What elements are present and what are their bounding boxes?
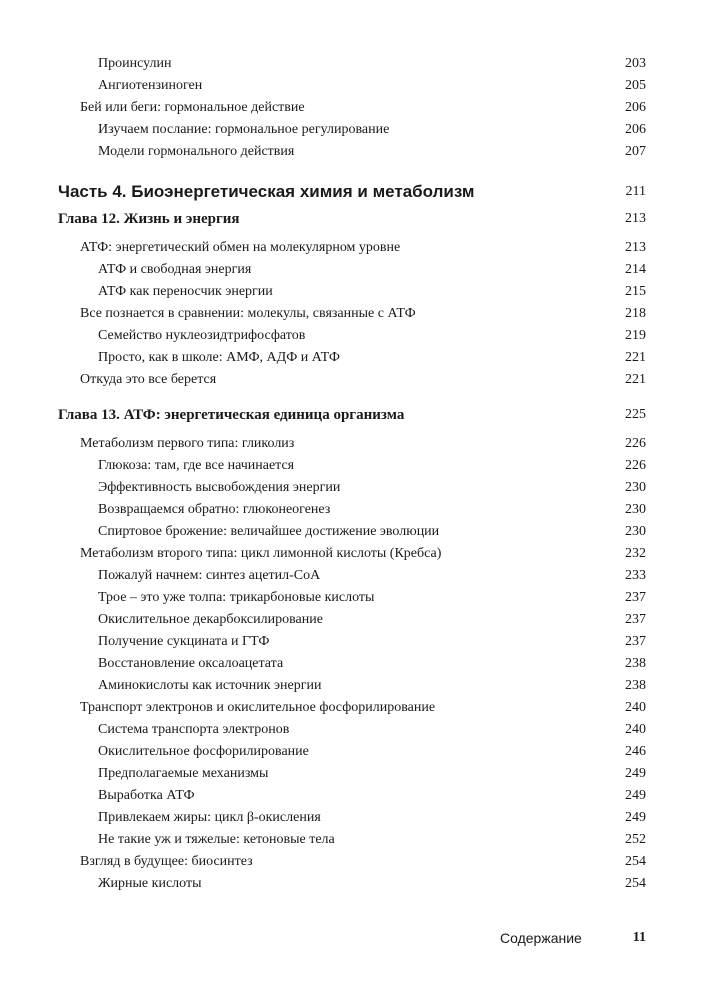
toc-entry-title: Выработка АТФ [98, 788, 195, 803]
toc-entry [0, 434, 704, 454]
toc-entry-page: 219 [625, 328, 646, 343]
toc-entry [0, 98, 704, 118]
toc-entry-title: Возвращаемся обратно: глюконеогенез [98, 502, 331, 517]
toc-entry [0, 260, 704, 280]
toc-entry-title: Аминокислоты как источник энергии [98, 678, 322, 693]
page-number: 11 [632, 930, 646, 945]
toc-entry-title: Восстановление оксалоацетата [98, 656, 284, 671]
toc-entry-page: 230 [625, 480, 646, 495]
toc-entry [0, 632, 704, 652]
toc-entry-title: Бей или беги: гормональное действие [80, 100, 305, 115]
toc-entry [0, 698, 704, 718]
toc-entry-title: Метаболизм второго типа: цикл лимонной кислоты (Кребса) [80, 546, 442, 561]
part-page: 211 [625, 184, 646, 199]
toc-entry [0, 720, 704, 740]
toc-entry-title: Получение сукцината и ГТФ [98, 634, 270, 649]
toc-entry-page: 214 [625, 262, 646, 277]
toc-entry-title: Предполагаемые механизмы [98, 766, 269, 781]
running-footer-title: Содержание [500, 930, 582, 946]
toc-entry [0, 522, 704, 542]
toc-entry-page: 249 [625, 788, 646, 803]
toc-entry-title: Семейство нуклеозидтрифосфатов [98, 328, 306, 343]
toc-entry-title: Жирные кислоты [98, 876, 202, 891]
toc-entry-page: 240 [625, 700, 646, 715]
toc-entry-page: 230 [625, 524, 646, 539]
toc-entry-page: 215 [625, 284, 646, 299]
toc-entry-page: 237 [625, 612, 646, 627]
toc-entry-title: Окислительное декарбоксилирование [98, 612, 323, 627]
toc-entry-page: 206 [625, 100, 646, 115]
toc-entry-title: Проинсулин [98, 56, 172, 71]
toc-entry [0, 76, 704, 96]
toc-entry-title: Не такие уж и тяжелые: кетоновые тела [98, 832, 335, 847]
toc-entry-title: Пожалуй начнем: синтез ацетил-СоА [98, 568, 321, 583]
toc-entry [0, 764, 704, 784]
toc-entry [0, 500, 704, 520]
toc-entry [0, 142, 704, 162]
toc-entry [0, 654, 704, 674]
toc-entry-title: Глюкоза: там, где все начинается [98, 458, 295, 473]
toc-entry-title: АТФ: энергетический обмен на молекулярном уровне [80, 240, 401, 255]
toc-entry [0, 326, 704, 346]
part-title: Часть 4. Биоэнергетическая химия и метаболизм [58, 182, 475, 201]
toc-entry-title: Ангиотензиноген [98, 78, 203, 93]
toc-entry-title: Метаболизм первого типа: гликолиз [80, 436, 295, 451]
toc-entry-title: Эффективность высвобождения энергии [98, 480, 341, 495]
toc-entry-page: 203 [625, 56, 646, 71]
toc-entry [0, 808, 704, 828]
toc-entry-page: 249 [625, 766, 646, 781]
toc-part-heading [0, 182, 704, 202]
toc-entry-page: 254 [625, 854, 646, 869]
toc-entry [0, 282, 704, 302]
toc-entry-title: Изучаем послание: гормональное регулирование [98, 122, 390, 137]
toc-entry-title: Взгляд в будущее: биосинтез [80, 854, 253, 869]
toc-entry-page: 252 [625, 832, 646, 847]
chapter-title: Глава 13. АТФ: энергетическая единица организма [58, 407, 405, 423]
toc-entry-page: 232 [625, 546, 646, 561]
toc-entry-title: Трое – это уже толпа: трикарбоновые кислоты [98, 590, 375, 605]
toc-chapter-heading [0, 209, 704, 229]
toc-entry [0, 852, 704, 872]
toc-entry-page: 246 [625, 744, 646, 759]
chapter-title: Глава 12. Жизнь и энергия [58, 211, 240, 227]
toc-entry [0, 566, 704, 586]
toc-entry-title: Все познается в сравнении: молекулы, связанные с АТФ [80, 306, 416, 321]
toc-entry [0, 610, 704, 630]
toc-entry-page: 226 [625, 458, 646, 473]
toc-entry [0, 54, 704, 74]
toc-entry-page: 221 [625, 350, 646, 365]
toc-entry-page: 221 [625, 372, 646, 387]
toc-entry [0, 370, 704, 390]
toc-entry-page: 226 [625, 436, 646, 451]
toc-entry-title: Окислительное фосфорилирование [98, 744, 309, 759]
toc-entry-title: АТФ как переносчик энергии [98, 284, 273, 299]
toc-entry [0, 676, 704, 696]
toc-entry-page: 207 [625, 144, 646, 159]
toc-entry-title: Спиртовое брожение: величайшее достижение эволюции [98, 524, 440, 539]
toc-entry-page: 238 [625, 656, 646, 671]
toc-entry-page: 218 [625, 306, 646, 321]
chapter-page: 213 [625, 211, 646, 226]
toc-entry-page: 240 [625, 722, 646, 737]
toc-entry-page: 206 [625, 122, 646, 137]
toc-entry-title: Модели гормонального действия [98, 144, 295, 159]
toc-entry [0, 830, 704, 850]
toc-entry [0, 478, 704, 498]
toc-entry-title: Привлекаем жиры: цикл β-окисления [98, 810, 321, 825]
toc-entry-title: АТФ и свободная энергия [98, 262, 252, 277]
toc-entry-title: Откуда это все берется [80, 372, 217, 387]
toc-entry-title: Транспорт электронов и окислительное фосфорилирование [80, 700, 436, 715]
toc-entry [0, 456, 704, 476]
toc-entry [0, 120, 704, 140]
toc-entry-page: 249 [625, 810, 646, 825]
toc-entry-page: 237 [625, 590, 646, 605]
toc-entry-page: 233 [625, 568, 646, 583]
toc-entry [0, 544, 704, 564]
toc-entry-page: 254 [625, 876, 646, 891]
toc-entry [0, 304, 704, 324]
toc-entry [0, 742, 704, 762]
toc-entry-page: 205 [625, 78, 646, 93]
toc-entry [0, 238, 704, 258]
toc-entry [0, 588, 704, 608]
toc-entry-page: 230 [625, 502, 646, 517]
toc-entry-title: Система транспорта электронов [98, 722, 290, 737]
chapter-page: 225 [625, 407, 646, 422]
toc-entry [0, 786, 704, 806]
toc-entry-title: Просто, как в школе: АМФ, АДФ и АТФ [98, 350, 340, 365]
toc-entry-page: 237 [625, 634, 646, 649]
toc-entry-page: 238 [625, 678, 646, 693]
toc-entry-page: 213 [625, 240, 646, 255]
toc-entry [0, 874, 704, 894]
toc-chapter-heading [0, 405, 704, 425]
toc-entry [0, 348, 704, 368]
